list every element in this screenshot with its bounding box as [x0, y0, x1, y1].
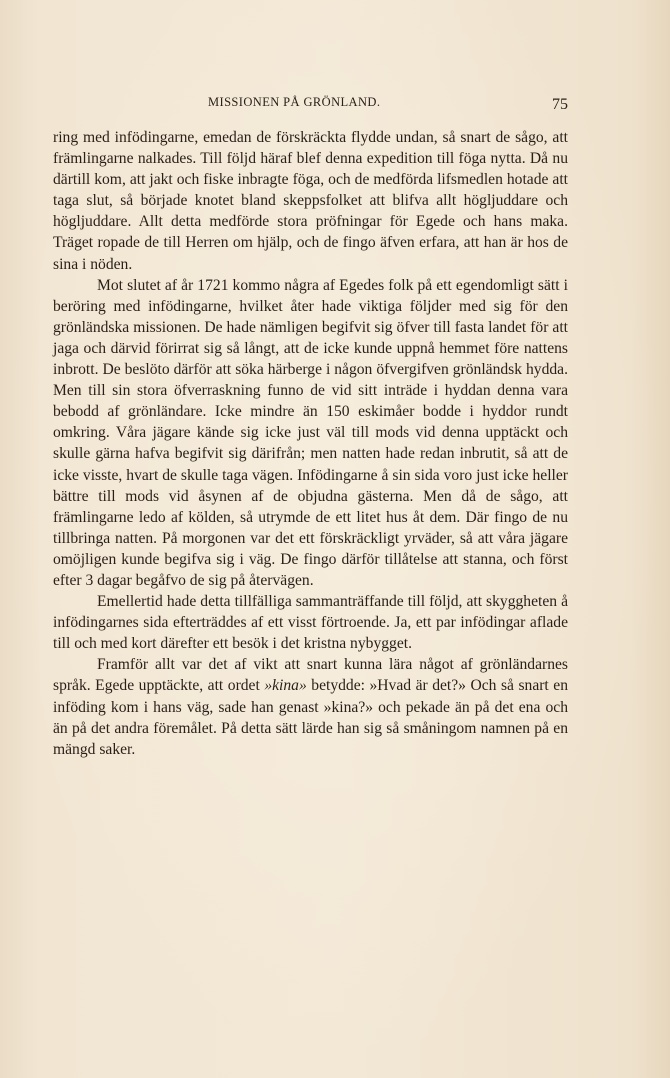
paragraph-4-end: betydde: »Hvad är det?» Och så snart en inföding kom i hans väg, sade han genast »kina?» och pekade än på det ena och än på det andra föremålet. På detta sätt lärde han sig så småningom namnen på en mängd saker.: [53, 677, 568, 758]
body-text: [53, 127, 568, 760]
paragraph-2: Mot slutet af år 1721 kommo några af Egedes folk på ett egendomligt sätt i beröring med infödingarne, hvilket åter hade viktiga följder med sig för den grönländska missionen. De hade nämligen begifvit sig öfver till fasta landet för att jaga och därvid förirrat sig så långt, att de icke kunde uppnå hemmet före nattens inbrott. De beslöto därför att söka härberge i någon öfvergifven grönländsk hydda. Men till sin stora öfverraskning funno de vid sitt inträde i hyddan denna vara bebodd af grönländare. Icke mindre än 150 eskimåer bodde i hyddor rundt omkring. Våra jägare kände sig icke just väl till mods vid denna upptäckt och skulle gärna hafva begifvit sig därifrån; men natten hade redan inbrutit, så att de icke visste, hvart de skulle taga vägen. Infödingarne å sin sida voro just icke heller bättre till mods vid åsynen af de objudna gästerna. Men då de sågo, att främlingarne ledo af kölden, så utrymde de ett litet hus åt dem. Där fingo de nu tillbringa natten. På morgonen var det ett förskräckligt yrväder, så att våra jägare omöjligen kunde begifva sig i väg. De fingo därför tillåtelse att stanna, och först efter 3 dagar begåfvo de sig på återvägen.: [53, 276, 568, 589]
paragraph-3: Emellertid hade detta tillfälliga sammanträffande till följd, att skyggheten å infödingarnes sida efterträddes af ett visst förtroende. Ja, ett par infödingar aflade till och med kort därefter ett besök i det kristna nybygget.: [53, 593, 568, 653]
running-head: MISSIONEN PÅ GRÖNLAND.: [208, 95, 381, 109]
italic-word-kina: »kina»: [264, 677, 307, 695]
page-number: 75: [552, 96, 568, 113]
page-header: [53, 95, 568, 115]
paragraph-4-start: Framför allt var det af vikt att snart kunna lära något af grönländarnes språk. Egede upptäckte, att ordet: [53, 656, 568, 695]
paragraph-4: [53, 654, 568, 759]
paragraph-1: ring med infödingarne, emedan de förskräckta flydde undan, så snart de sågo, att främlingarne nalkades. Till följd häraf blef denna expedition till föga nytta. Då nu därtill kom, att jakt och fiske inbragte föga, och de medförda lifsmedlen hotade att taga slut, så började knotet bland skeppsfolket att blifva allt högljuddare och högljuddare. Allt detta medförde stora pröfningar för Egede och hans maka. Träget ropade de till Herren om hjälp, och de fingo äfven erfara, att han är hos de sina i nöden.: [53, 129, 568, 273]
